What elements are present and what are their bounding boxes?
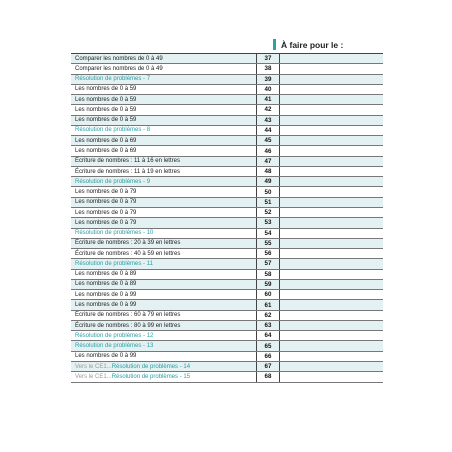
lesson-prefix: Vers le CE1...: [75, 363, 112, 370]
lesson-title-text: Les nombres de 0 à 99: [75, 291, 137, 298]
due-date-cell[interactable]: [280, 362, 383, 371]
lesson-title-text: Comparer les nombres de 0 à 49: [75, 65, 163, 72]
lesson-title: [71, 85, 256, 94]
lesson-title: [71, 259, 256, 268]
table-row: [71, 187, 383, 197]
lesson-number: 43: [256, 116, 280, 125]
lesson-title: [71, 187, 256, 196]
lesson-number: 42: [256, 105, 280, 114]
lesson-number: 41: [256, 95, 280, 104]
lesson-number: 37: [256, 54, 280, 63]
lesson-title-text: Les nombres de 0 à 99: [75, 353, 137, 360]
table-row: [71, 239, 383, 249]
due-date-header: [273, 39, 343, 50]
lesson-number: 55: [256, 239, 280, 248]
table-row: [71, 198, 383, 208]
table-row: [71, 290, 383, 300]
lesson-number: 53: [256, 218, 280, 227]
lesson-number: 44: [256, 126, 280, 135]
lesson-title-text: Résolution de problèmes - 7: [75, 76, 151, 83]
lesson-table: [71, 53, 383, 383]
lesson-title-text: Résolution de problèmes - 12: [75, 332, 154, 339]
lesson-title: [71, 280, 256, 289]
table-row: [71, 136, 383, 146]
table-row: [71, 116, 383, 126]
lesson-number: 39: [256, 75, 280, 84]
lesson-number: 50: [256, 187, 280, 196]
due-date-cell[interactable]: [280, 187, 383, 196]
lesson-number: 47: [256, 157, 280, 166]
lesson-title: [71, 167, 256, 176]
table-row: [71, 54, 383, 64]
table-row: [71, 331, 383, 341]
lesson-title: [71, 352, 256, 361]
due-date-cell[interactable]: [280, 321, 383, 330]
lesson-number: 54: [256, 229, 280, 238]
lesson-title-text: Écriture de nombres : 60 à 79 en lettres: [75, 312, 181, 319]
table-row: [71, 126, 383, 136]
table-row: [71, 249, 383, 259]
lesson-title-text: Les nombres de 0 à 79: [75, 189, 137, 196]
lesson-title-text: Les nombres de 0 à 89: [75, 271, 137, 278]
table-row: [71, 229, 383, 239]
due-date-cell[interactable]: [280, 54, 383, 63]
table-row: [71, 167, 383, 177]
due-date-cell[interactable]: [280, 167, 383, 176]
lesson-title: [71, 105, 256, 114]
lesson-title-text: Écriture de nombres : 20 à 39 en lettres: [75, 240, 181, 247]
due-date-cell[interactable]: [280, 116, 383, 125]
lesson-number: 65: [256, 341, 280, 350]
lesson-number: 64: [256, 331, 280, 340]
lesson-number: 59: [256, 280, 280, 289]
lesson-number: 68: [256, 372, 280, 381]
lesson-title: [71, 290, 256, 299]
lesson-title: [71, 341, 256, 350]
lesson-title-text: Résolution de problèmes - 11: [75, 260, 153, 267]
table-row: [71, 218, 383, 228]
lesson-number: 61: [256, 300, 280, 309]
lesson-title-text: Les nombres de 0 à 99: [75, 302, 137, 308]
lesson-title-text: Résolution de problèmes - 8: [75, 127, 151, 134]
lesson-title-text: Écriture de nombres : 11 à 16 en lettres: [75, 158, 180, 165]
lesson-title-text: Les nombres de 0 à 89: [75, 281, 137, 288]
lesson-number: 49: [256, 177, 280, 186]
lesson-title-text: Écriture de nombres : 40 à 59 en lettres: [75, 250, 181, 257]
lesson-title: [71, 270, 256, 279]
lesson-title-text: Les nombres de 0 à 79: [75, 199, 137, 206]
lesson-title: [71, 136, 256, 145]
due-date-cell[interactable]: [280, 229, 383, 238]
lesson-title-text: Résolution de problèmes - 15: [111, 373, 191, 380]
lesson-title-text: Résolution de problèmes - 14: [111, 363, 191, 370]
lesson-title: [71, 208, 256, 217]
table-row: [71, 280, 383, 290]
table-row: [71, 311, 383, 321]
lesson-title-text: Les nombres de 0 à 59: [75, 117, 137, 124]
lesson-title: [71, 331, 256, 340]
lesson-number: 56: [256, 249, 280, 258]
table-row: [71, 157, 383, 167]
lesson-title-text: Les nombres de 0 à 59: [75, 86, 137, 93]
table-row: [71, 321, 383, 331]
lesson-title: [71, 372, 256, 381]
lesson-title-text: Les nombres de 0 à 69: [75, 137, 137, 144]
due-date-label: À faire pour le :: [281, 39, 344, 50]
due-date-cell[interactable]: [280, 280, 383, 289]
lesson-title: [71, 146, 256, 155]
due-date-cell[interactable]: [280, 311, 383, 320]
lesson-title-text: Les nombres de 0 à 79: [75, 219, 137, 226]
lesson-number: 52: [256, 208, 280, 217]
due-date-cell[interactable]: [280, 259, 383, 268]
lesson-title: [71, 54, 256, 63]
due-date-cell[interactable]: [280, 239, 383, 248]
lesson-number: 66: [256, 352, 280, 361]
lesson-title: [71, 300, 256, 309]
table-row: [71, 95, 383, 105]
lesson-title: [71, 321, 256, 330]
due-date-cell[interactable]: [280, 341, 383, 350]
due-date-cell[interactable]: [280, 126, 383, 135]
due-date-cell[interactable]: [280, 64, 383, 73]
table-row: [71, 64, 383, 74]
due-date-cell[interactable]: [280, 372, 383, 381]
lesson-title: [71, 239, 256, 248]
lesson-number: 58: [256, 270, 280, 279]
due-date-cell[interactable]: [280, 75, 383, 84]
header-accent-bar: [273, 39, 276, 50]
table-row: [71, 341, 383, 351]
lesson-title: [71, 311, 256, 320]
due-date-cell[interactable]: [280, 95, 383, 104]
due-date-cell[interactable]: [280, 249, 383, 258]
lesson-number: 60: [256, 290, 280, 299]
lesson-title-text: Résolution de problèmes - 9: [75, 178, 151, 185]
due-date-cell[interactable]: [280, 105, 383, 114]
lesson-title: [71, 75, 256, 84]
table-row: [71, 146, 383, 156]
table-row: [71, 259, 383, 269]
due-date-cell[interactable]: [280, 146, 383, 155]
due-date-cell[interactable]: [280, 157, 383, 166]
lesson-number: 63: [256, 321, 280, 330]
lesson-title: [71, 198, 256, 207]
lesson-title-text: Les nombres de 0 à 59: [75, 96, 137, 103]
due-date-cell[interactable]: [280, 136, 383, 145]
lesson-title: [71, 64, 256, 73]
lesson-title-text: Écriture de nombres : 80 à 99 en lettres: [75, 322, 181, 329]
lesson-title: [71, 229, 256, 238]
lesson-number: 57: [256, 259, 280, 268]
table-row: [71, 75, 383, 85]
due-date-cell[interactable]: [280, 218, 383, 227]
due-date-cell[interactable]: [280, 208, 383, 217]
lesson-number: 46: [256, 146, 280, 155]
table-row: [71, 177, 383, 187]
lesson-number: 62: [256, 311, 280, 320]
due-date-cell[interactable]: [280, 270, 383, 279]
lesson-title-text: Comparer les nombres de 0 à 49: [75, 55, 163, 62]
due-date-cell[interactable]: [280, 290, 383, 299]
table-row: [71, 372, 383, 382]
lesson-number: 48: [256, 167, 280, 176]
table-row: [71, 300, 383, 310]
lesson-title: [71, 362, 256, 371]
lesson-title: [71, 95, 256, 104]
lesson-title-text: Les nombres de 0 à 79: [75, 209, 137, 216]
due-date-cell[interactable]: [280, 198, 383, 207]
lesson-number: 51: [256, 198, 280, 207]
lesson-title-text: Résolution de problèmes - 10: [75, 230, 154, 237]
lesson-title-text: Résolution de problèmes - 13: [75, 343, 154, 350]
lesson-number: 38: [256, 64, 280, 73]
lesson-number: 45: [256, 136, 280, 145]
lesson-title: [71, 157, 256, 166]
table-row: [71, 352, 383, 362]
lesson-title-text: Les nombres de 0 à 69: [75, 148, 137, 155]
due-date-cell[interactable]: [280, 85, 383, 94]
lesson-number: 67: [256, 362, 280, 371]
lesson-title: [71, 218, 256, 227]
lesson-title-text: Les nombres de 0 à 59: [75, 106, 137, 113]
lesson-prefix: Vers le CE1...: [75, 373, 112, 380]
due-date-cell[interactable]: [280, 300, 383, 309]
table-row: [71, 105, 383, 115]
table-row: [71, 208, 383, 218]
table-row: [71, 85, 383, 95]
due-date-cell[interactable]: [280, 331, 383, 340]
due-date-cell[interactable]: [280, 352, 383, 361]
lesson-title: [71, 126, 256, 135]
table-row: [71, 270, 383, 280]
lesson-number: 40: [256, 85, 280, 94]
lesson-title-text: Écriture de nombres : 11 à 19 en lettres: [75, 168, 180, 175]
lesson-title: [71, 177, 256, 186]
lesson-title: [71, 249, 256, 258]
due-date-cell[interactable]: [280, 177, 383, 186]
lesson-title: [71, 116, 256, 125]
table-row: [71, 362, 383, 372]
